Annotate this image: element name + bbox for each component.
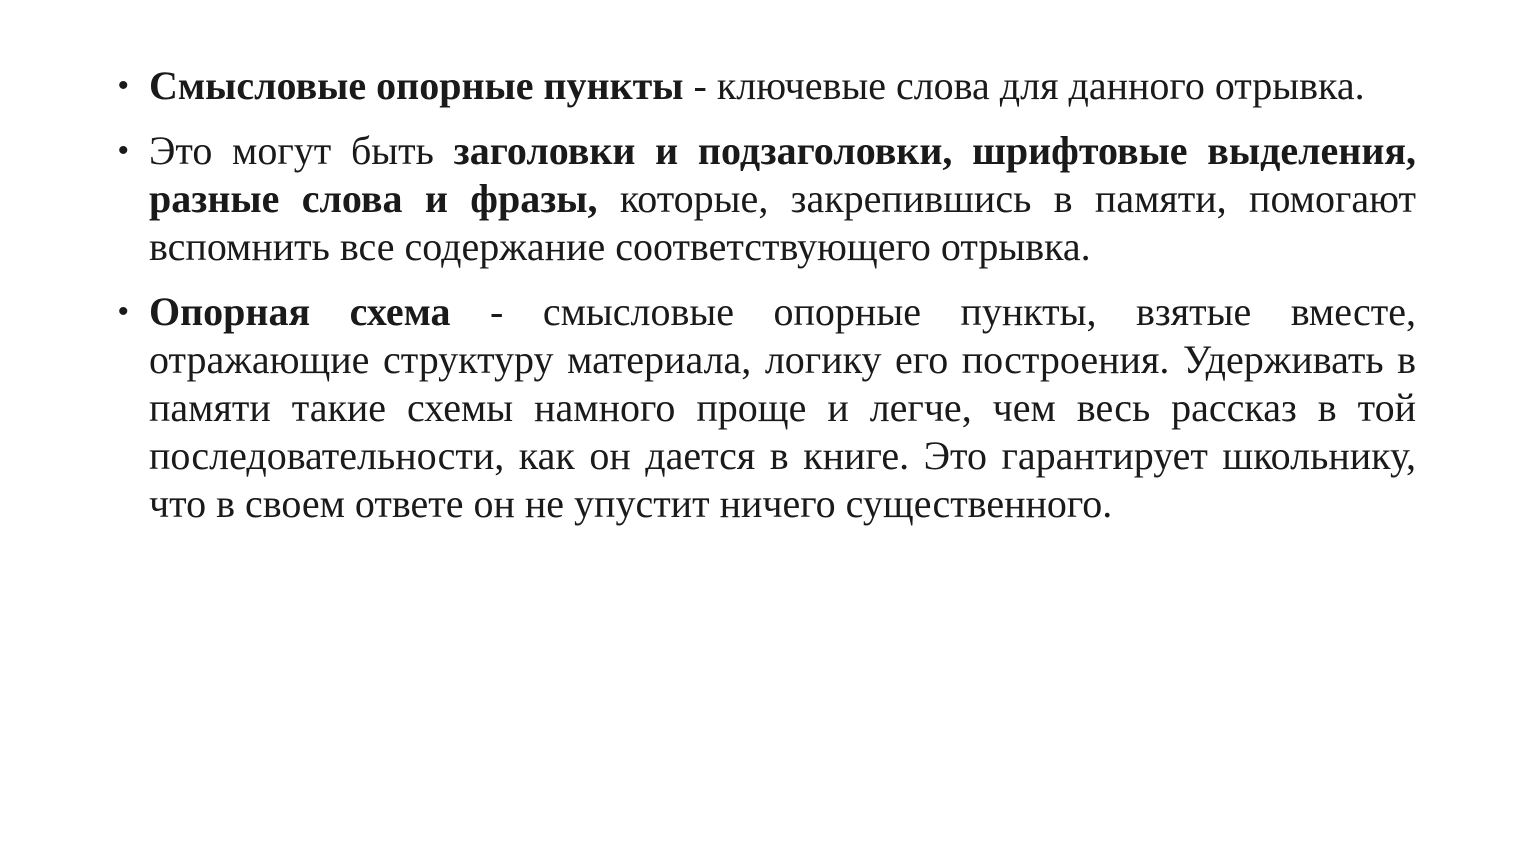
examples-lead: Это могут быть xyxy=(149,128,454,173)
bullet-icon: • xyxy=(118,69,129,102)
bullet-icon: • xyxy=(118,295,129,328)
term-key-points: Смысловые опорные пункты xyxy=(149,63,684,108)
definition-scheme: - смысловые опорные пункты, взятые вместе, отражающие структуру материала, логику его построения. Удерживать в памяти такие схемы намного проще и легче, чем весь рассказ в той последовательности, как он дается в книге. Это гарантирует школьнику, что в своем ответе он не упустит ничего существенного. xyxy=(149,289,1416,526)
examples-bold: заголовки и подзаголовки, шрифтовые выделения, разные слова и фразы, xyxy=(149,128,1417,221)
examples-text: которые, закрепившись в памяти, помогают вспомнить все содержание соответствующего отрывка. xyxy=(149,176,1416,269)
bullet-item-examples xyxy=(118,127,1416,271)
bullet-list xyxy=(118,62,1416,545)
definition-key-points: - ключевые слова для данного отрывка. xyxy=(683,63,1365,108)
bullet-item-key-points xyxy=(118,62,1416,110)
bullet-item-scheme xyxy=(118,288,1416,528)
bullet-icon: • xyxy=(118,134,129,167)
term-scheme: Опорная схема xyxy=(149,289,451,334)
